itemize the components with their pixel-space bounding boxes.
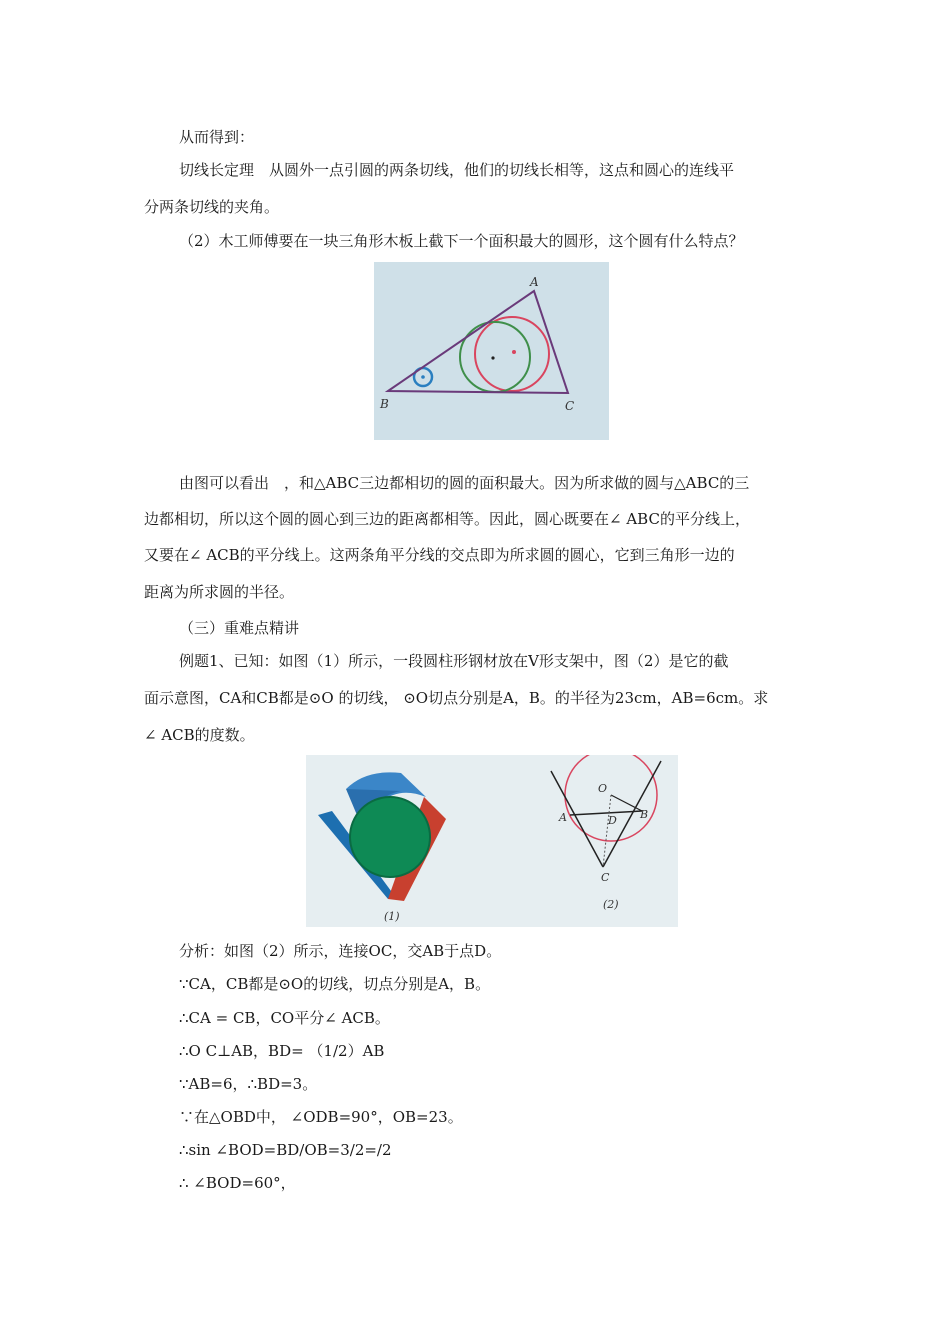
text-line: ∵AB=6，∴BD=3。 xyxy=(179,1075,318,1093)
caption-1: (1) xyxy=(384,910,400,923)
caption-2: (2) xyxy=(603,898,619,911)
point-a-label: A xyxy=(559,811,567,824)
text-line: ∴CA = CB，CO平分∠ ACB。 xyxy=(179,1009,390,1027)
vertex-c-label: C xyxy=(565,399,575,413)
text-line: ∵在△OBD中， ∠ODB=90°，OB=23。 xyxy=(179,1108,463,1126)
text-line: 分析：如图（2）所示，连接OC，交AB于点D。 xyxy=(179,942,502,960)
point-d-label: D xyxy=(608,814,617,827)
text-line: 面示意图，CA和CB都是⊙O 的切线， ⊙O切点分别是A，B。的半径为23cm，AB=6cm。求 xyxy=(144,689,769,707)
text-line: ∴ ∠BOD=60°， xyxy=(179,1174,296,1192)
text-line: ∠ ACB的度数。 xyxy=(144,726,255,744)
vertex-a-label: A xyxy=(530,275,539,289)
text-line: ∵CA，CB都是⊙O的切线，切点分别是A，B。 xyxy=(179,975,491,993)
figure-triangle-incircle xyxy=(374,262,609,440)
text-line: 从而得到： xyxy=(179,128,255,146)
text-line: 分两条切线的夹角。 xyxy=(144,198,280,216)
point-c-label: C xyxy=(601,871,610,884)
figure-v-support xyxy=(306,755,678,927)
text-line: 距离为所求圆的半径。 xyxy=(144,583,295,601)
text-line: （2）木工师傅要在一块三角形木板上截下一个面积最大的圆形，这个圆有什么特点？ xyxy=(179,232,744,250)
point-o-label: O xyxy=(598,782,608,795)
text-line: 又要在∠ ACB的平分线上。这两条角平分线的交点即为所求圆的圆心，它到三角形一边的 xyxy=(144,546,735,564)
vertex-b-label: B xyxy=(380,397,389,411)
text-line: 边都相切，所以这个圆的圆心到三边的距离都相等。因此，圆心既要在∠ ABC的平分线上， xyxy=(144,510,750,528)
text-line: ∴O C⊥AB，BD= （1/2）AB xyxy=(179,1042,385,1060)
point-b-label: B xyxy=(640,808,649,821)
text-line: 例题1、已知：如图（1）所示，一段圆柱形钢材放在V形支架中，图（2）是它的截 xyxy=(179,652,729,670)
text-line: 切线长定理 从圆外一点引圆的两条切线，他们的切线长相等，这点和圆心的连线平 xyxy=(179,161,735,179)
text-line: ∴sin ∠BOD=BD/OB=3/2=/2 xyxy=(179,1141,392,1159)
section-heading: （三）重难点精讲 xyxy=(179,619,300,637)
text-line: 由图可以看出 ，和△ABC三边都相切的圆的面积最大。因为所求做的圆与△ABC的三 xyxy=(179,474,750,492)
